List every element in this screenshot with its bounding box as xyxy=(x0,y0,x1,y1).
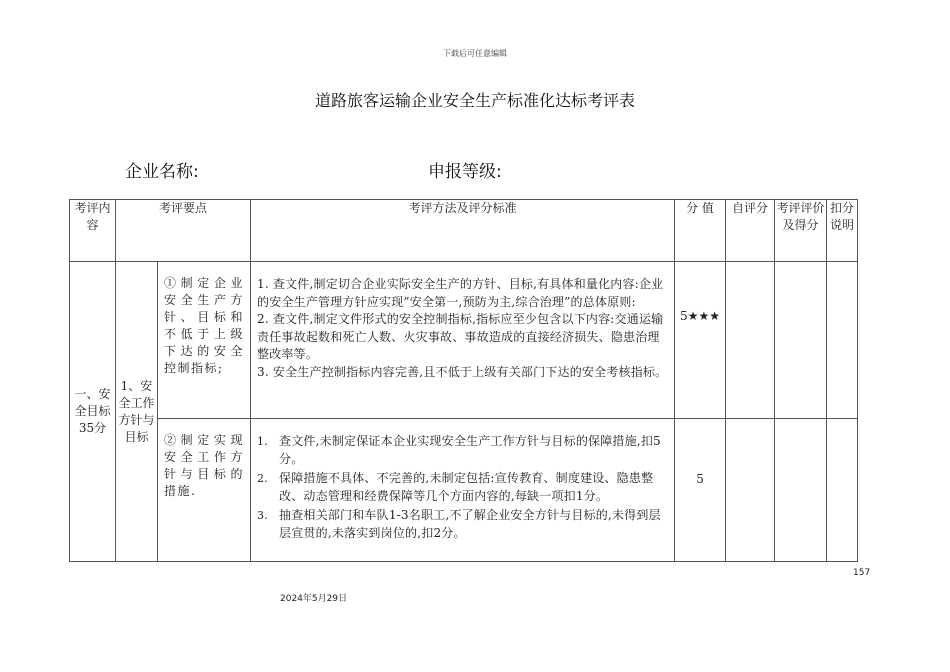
list-item xyxy=(257,433,668,468)
method-item: 3. 安全生产控制指标内容完善,且不低于上级有关部门下达的安全考核指标。 xyxy=(257,364,668,379)
method-list xyxy=(257,433,668,542)
header-content: 考评内容 xyxy=(70,200,116,262)
deduction-cell xyxy=(827,419,858,562)
score-cell: 5★★★ xyxy=(675,262,726,419)
deduction-cell xyxy=(827,262,858,419)
evaluation-cell xyxy=(775,419,827,562)
item-text: 保障措施不具体、不完善的,未制定包括:宣传教育、制度建设、隐患整改、动态管理和经费保障等几个方面内容的,每缺一项扣1分。 xyxy=(279,471,654,503)
subcategory-cell: 1、安全工作方针与目标 xyxy=(116,262,158,562)
evaluation-cell xyxy=(775,262,827,419)
method-item: 1. 查文件,制定切合企业实际安全生产的方针、目标,有具体和量化内容:企业的安全生产管理方针应实现”安全第一,预防为主,综合治理”的总体原则: xyxy=(257,277,664,309)
item-number: 1. xyxy=(257,435,268,448)
company-name-label: 企业名称: xyxy=(125,162,199,182)
list-item xyxy=(257,507,668,542)
header-evaluation: 考评评价及得分 xyxy=(775,200,827,262)
criterion-cell: ①制定企业安全生产方针、目标和不低于上级下达的安全控制指标; xyxy=(158,262,251,419)
header-self-score: 自评分 xyxy=(726,200,775,262)
method-cell xyxy=(251,262,675,419)
method-item: 2. 查文件,制定文件形式的安全控制指标,指标应至少包含以下内容:交通运输责任事故起数和死亡人数、火灾事故、事故造成的直接经济损失、隐患治理整改率等。 xyxy=(257,312,664,361)
item-text: 抽查相关部门和车队1-3名职工,不了解企业安全方针与目标的,未得到层层宣贯的,未落实到岗位的,扣2分。 xyxy=(279,508,661,540)
score-cell: 5 xyxy=(675,419,726,562)
self-score-cell xyxy=(726,419,775,562)
item-number: 2. xyxy=(257,472,268,485)
footer-date: 2024年5月29日 xyxy=(280,594,348,604)
header-score: 分 值 xyxy=(675,200,726,262)
header-method: 考评方法及评分标准 xyxy=(251,200,675,262)
document-title: 道路旅客运输企业安全生产标准化达标考评表 xyxy=(314,91,635,110)
criterion-cell: ②制定实现安全工作方针与目标的措施. xyxy=(158,419,251,562)
method-cell xyxy=(251,419,675,562)
evaluation-table xyxy=(69,199,858,562)
table-row xyxy=(70,419,858,562)
header-deduction: 扣分说明 xyxy=(827,200,858,262)
table-header-row xyxy=(70,200,858,262)
header-note: 下载后可任意编辑 xyxy=(443,49,507,58)
category-cell: 一、安全目标35分 xyxy=(70,262,116,562)
item-text: 查文件,未制定保证本企业实现安全生产工作方针与目标的保障措施,扣5分。 xyxy=(279,434,661,466)
item-number: 3. xyxy=(257,509,268,522)
page-number: 157 xyxy=(853,568,871,578)
table-row xyxy=(70,262,858,419)
list-item xyxy=(257,470,668,505)
self-score-cell xyxy=(726,262,775,419)
declared-level-label: 申报等级: xyxy=(428,162,502,182)
header-key-points: 考评要点 xyxy=(116,200,251,262)
